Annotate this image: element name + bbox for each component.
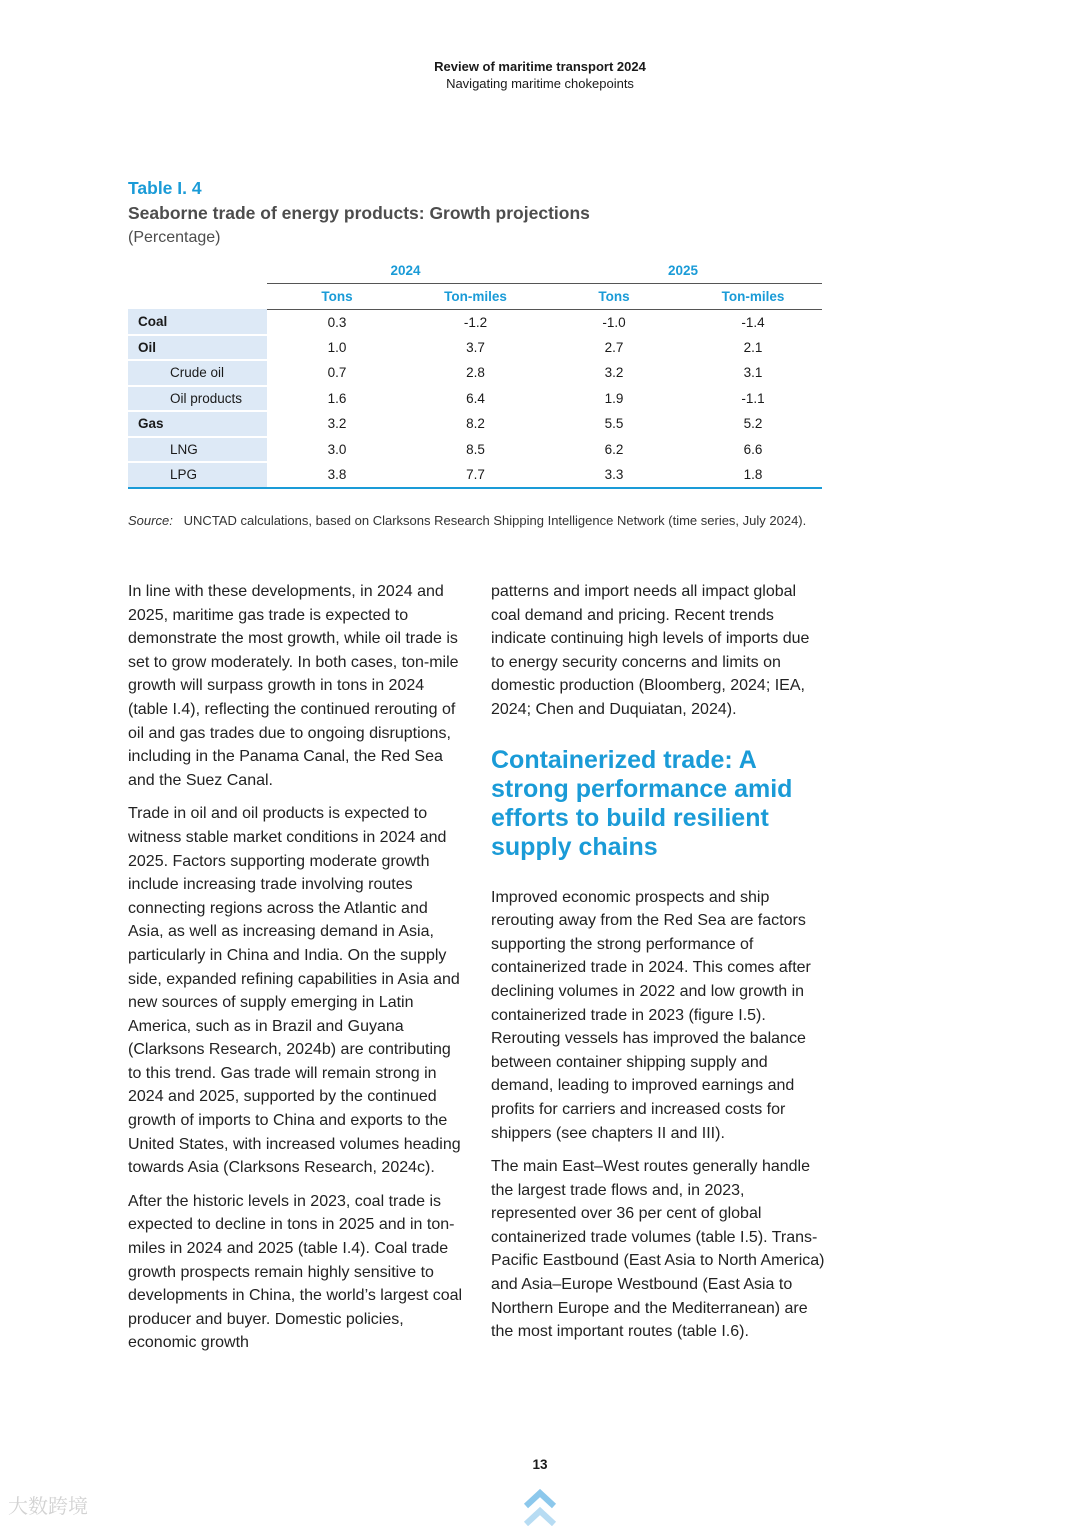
running-header	[0, 58, 1080, 92]
year-header-2024: 2024	[267, 258, 544, 284]
table-cell: 2.1	[743, 339, 763, 355]
table-cell: 2.8	[466, 365, 485, 381]
table-block	[128, 176, 828, 483]
row-label-gas: Gas	[128, 411, 267, 437]
year-header-2025: 2025	[544, 258, 822, 284]
table-row	[128, 386, 822, 412]
table-row	[128, 411, 822, 437]
section-heading: Containerized trade: A strong performance amid efforts to build resilient supply chains	[491, 745, 793, 861]
page-number: 13	[532, 1457, 548, 1472]
body-paragraph: Trade in oil and oil products is expected to witness stable market conditions in 2024 and 2025. Factors supporting moderate growth include increasing trade involving routes connecting regions across the Atlantic and Asia, as well as increasing demand in Asia, particularly in China and India. On the supply side, expanded refining capabilities in Asia and new sources of supply emerging in Latin America, such as in Brazil and Guyana (Clarksons Research, 2024b) are contributing to this trend. Gas trade will remain strong in 2024 and 2025, supported by the continued growth of imports to China and exports to the United States, with increased volumes heading towards Asia (Clarksons Research, 2024c).	[128, 805, 461, 1177]
source-text: UNCTAD calculations, based on Clarksons Research Shipping Intelligence Network (time series, July 2024).	[183, 513, 807, 528]
table-cell: 8.2	[466, 416, 485, 432]
row-label-oil: Oil	[128, 335, 267, 361]
table-cell: 3.3	[544, 462, 684, 488]
right-column	[491, 580, 826, 1354]
row-label-oil-products: Oil products	[128, 386, 267, 412]
table-cell: 2.7	[604, 339, 624, 355]
body-paragraph: After the historic levels in 2023, coal trade is expected to decline in tons in 2025 and in ton-miles in 2024 and 2025 (table I.4). Coal trade growth prospects remain highly sensitive to developments in China, the world’s largest coal producer and buyer. Domestic policies, economic growth	[128, 1192, 463, 1352]
empty-corner	[128, 284, 267, 310]
table-row	[128, 335, 822, 361]
row-label-crude-oil: Crude oil	[128, 360, 267, 386]
scroll-up-icon[interactable]	[522, 1484, 558, 1526]
report-subtitle: Navigating maritime chokepoints	[446, 76, 634, 91]
row-label-lpg: LPG	[128, 462, 267, 488]
subheader-tonmiles-2025: Ton-miles	[684, 284, 822, 310]
report-title: Review of maritime transport 2024	[434, 59, 646, 74]
table-cell: -1.2	[463, 314, 488, 330]
subheader-tons-2024: Tons	[267, 284, 407, 310]
body-paragraph: patterns and import needs all impact global coal demand and pricing. Recent trends indicate continuing high levels of imports due to energy security concerns and limits on domestic production (Bloomberg, 2024; IEA, 2024; Chen and Duquiatan, 2024).	[491, 583, 810, 718]
table-cell: 8.5	[466, 441, 485, 457]
table-row	[128, 437, 822, 463]
table-label: Table I. 4	[128, 178, 202, 198]
subheader-row	[128, 284, 822, 310]
table-cell: -1.4	[741, 314, 765, 330]
table-row	[128, 360, 822, 386]
body-paragraph: The main East–West routes generally handle the largest trade flows and, in 2023, represented over 36 per cent of global containerized trade volumes (table I.5). Trans-Pacific Eastbound (East Asia to North America) and Asia–Europe Westbound (East Asia to Northern Europe and the Mediterranean) are the most important routes (table I.6).	[491, 1158, 825, 1341]
table-cell: 7.7	[407, 462, 544, 488]
table-cell: 3.0	[327, 441, 347, 457]
row-label-coal: Coal	[128, 309, 267, 335]
table-cell: 0.7	[327, 365, 347, 381]
watermark: 大数跨境	[8, 1496, 88, 1518]
table-cell: -1.0	[602, 314, 626, 330]
table-row	[128, 462, 822, 488]
table-source-note	[128, 512, 818, 531]
table-cell: 1.6	[327, 390, 347, 406]
table-cell: 3.8	[267, 462, 407, 488]
subheader-tonmiles-2024: Ton-miles	[407, 284, 544, 310]
table-row	[128, 309, 822, 335]
left-column	[128, 580, 463, 1365]
table-cell: 3.1	[743, 365, 763, 381]
table-cell: 5.5	[604, 416, 624, 432]
table-cell: 6.4	[466, 390, 485, 406]
table-cell: 3.2	[327, 416, 347, 432]
body-paragraph: Improved economic prospects and ship rerouting away from the Red Sea are factors supporting the strong performance of containerized trade in 2024. This comes after declining volumes in 2022 and low growth in containerized trade in 2023 (figure I.5). Rerouting vessels has improved the balance between container shipping supply and demand, leading to improved earnings and profits for carriers and increased costs for shippers (see chapters II and III).	[491, 888, 811, 1142]
table-cell: 3.2	[604, 365, 624, 381]
empty-corner	[128, 258, 267, 284]
source-label: Source:	[128, 513, 173, 528]
subheader-tons-2025: Tons	[544, 284, 684, 310]
table-cell: 6.6	[743, 441, 763, 457]
table-cell: 6.2	[604, 441, 624, 457]
row-label-lng: LNG	[128, 437, 267, 463]
table-unit: (Percentage)	[128, 229, 221, 246]
table-cell: 1.8	[684, 462, 822, 488]
table-cell: 1.9	[604, 390, 624, 406]
body-paragraph: In line with these developments, in 2024 and 2025, maritime gas trade is expected to demonstrate the most growth, while oil trade is set to grow moderately. In both cases, ton-mile growth will surpass growth in tons in 2024 (table I.4), reflecting the continued rerouting of oil and gas trades due to ongoing disruptions, including in the Panama Canal, the Red Sea and the Suez Canal.	[128, 583, 459, 789]
energy-trade-table	[128, 258, 822, 489]
table-cell: 0.3	[327, 314, 347, 330]
table-cell: 3.7	[466, 339, 485, 355]
table-cell: 5.2	[743, 416, 763, 432]
table-title: Seaborne trade of energy products: Growth projections	[128, 203, 590, 223]
year-header-row	[128, 258, 822, 284]
table-cell: 1.0	[327, 339, 347, 355]
table-cell: -1.1	[741, 390, 765, 406]
